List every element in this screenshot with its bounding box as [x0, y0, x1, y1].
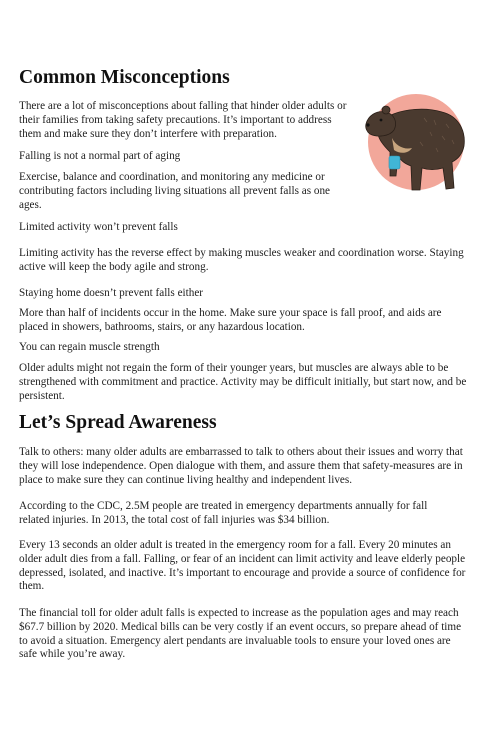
misconceptions-intro: There are a lot of misconceptions about falling that hinder older adults or their families from taking safety precautions. It’s important to address them and make sure they don’t interfere with preparation.	[19, 100, 347, 140]
misconception-title: Limited activity won’t prevent falls	[19, 221, 178, 233]
awareness-paragraph: The financial toll for older adult falls is expected to increase as the population ages and may reach $67.7 billion by 2020. Medical bills can be very costly if an event occurs, so prepare ahead of time to avoid a situation. Emergency alert pendants are invaluable tools to ensure your loved ones are safe while you’re away.	[19, 607, 462, 661]
misconception-body: Limiting activity has the reverse effect by making muscles weaker and coordination worse. Staying active will keep the body agile and strong.	[19, 247, 464, 273]
misconception-title: You can regain muscle strength	[19, 341, 160, 353]
awareness-paragraph: Every 13 seconds an older adult is treated in the emergency room for a fall. Every 20 minutes an older adult dies from a fall. Falling, or fear of an incident can limit activity and leave elderly people depressed, isolated, and inactive. It’s important to encourage and provide a source of confidence for them.	[19, 539, 466, 593]
misconception-body: Older adults might not regain the form of their younger years, but muscles are always able to be strengthened with commitment and practice. Activity may be difficult initially, but start now, and be persistent.	[19, 362, 467, 402]
awareness-paragraph: According to the CDC, 2.5M people are treated in emergency departments annually for fall related injuries. In 2013, the total cost of fall injuries was $34 billion.	[19, 500, 428, 526]
bear-nose	[366, 123, 369, 126]
misconception-title: Falling is not a normal part of aging	[19, 150, 181, 162]
awareness-paragraph: Talk to others: many older adults are embarrassed to talk to others about their issues and worry that they will lose independence. Open dialogue with them, and assure them that safety-measures are in place to make sure they can continue living healthy and independent lives.	[19, 446, 463, 486]
section-heading-misconceptions: Common Misconceptions	[19, 67, 230, 88]
bear-eye	[380, 119, 383, 122]
misconception-body: More than half of incidents occur in the home. Make sure your space is fall proof, and aids are placed in showers, bathrooms, stairs, or any hazardous location.	[19, 307, 442, 333]
section-heading-awareness: Let’s Spread Awareness	[19, 412, 217, 433]
leg-cast	[389, 156, 400, 169]
misconception-body: Exercise, balance and coordination, and monitoring any medicine or contributing factors including living situations all prevent falls as one ages.	[19, 171, 331, 211]
misconception-title: Staying home doesn’t prevent falls either	[19, 287, 204, 299]
bear-with-cast-icon	[364, 84, 472, 198]
